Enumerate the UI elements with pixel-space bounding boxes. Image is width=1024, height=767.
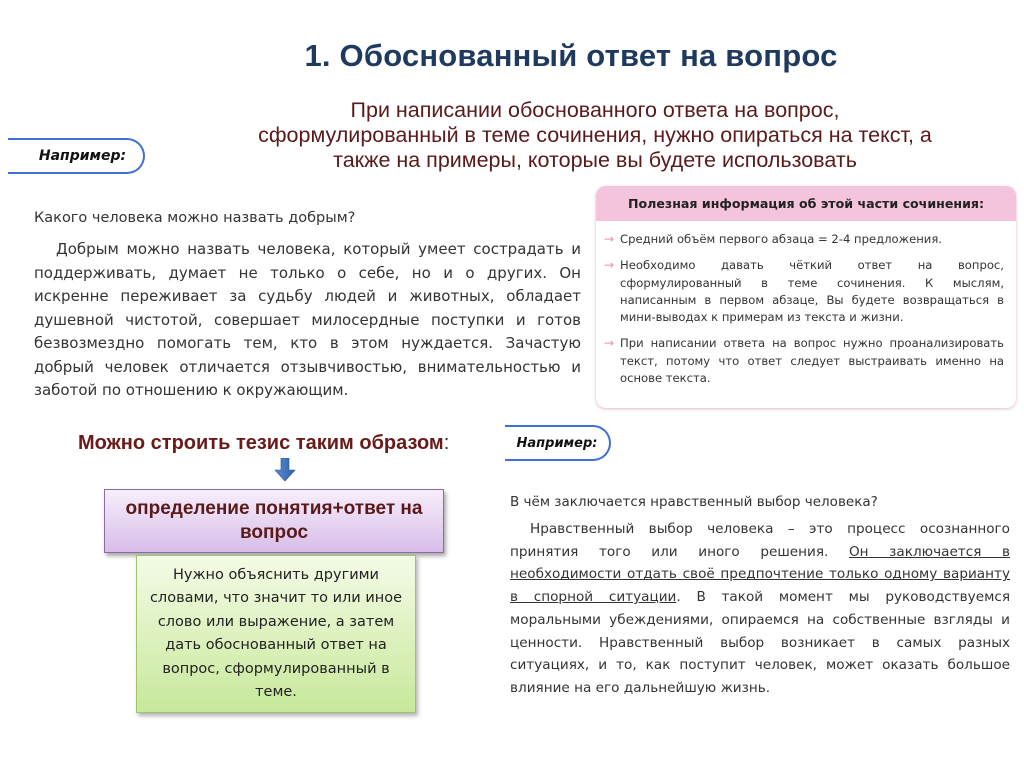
- example-badge: [8, 138, 145, 174]
- thesis-colon: :: [443, 432, 450, 454]
- list-item: [604, 257, 1004, 326]
- slide-subtitle: При написании обоснованного ответа на вопрос, сформулированный в теме сочинения, нужно опираться на текст, а также на примеры, которые вы будете использовать: [258, 98, 932, 172]
- thesis-heading-text: Можно строить тезис таким образом: [78, 432, 444, 454]
- example-badge-label: Например:: [516, 435, 598, 451]
- thesis-formula-box: [104, 489, 444, 553]
- list-item-text: Необходимо давать чёткий ответ на вопрос, сформулированный в теме сочинения. К мыслям, написанным в первом абзаце, Вы будете возвращаться в мини-выводах к примерам из текста и жизни.: [620, 258, 1004, 325]
- useful-info-box: [596, 186, 1016, 408]
- arrow-down-icon: [274, 458, 296, 482]
- example-badge: [505, 425, 611, 461]
- arrow-right-icon: →: [604, 336, 615, 351]
- thesis-heading: [78, 432, 449, 455]
- answer-underlined-text: Он заключается в необходимости отдать своё предпочтение только одному варианту в спорной ситуации: [510, 543, 1011, 606]
- useful-info-header: Полезная информация об этой части сочинения:: [596, 186, 1016, 221]
- example-question: Какого человека можно назвать добрым?: [34, 210, 356, 226]
- arrow-right-icon: →: [604, 258, 615, 273]
- example-badge-label: Например:: [38, 148, 127, 164]
- list-item: [604, 335, 1004, 387]
- list-item-text: При написании ответа на вопрос нужно проанализировать текст, потому что ответ следует выстраивать именно на основе текста.: [620, 336, 1004, 386]
- useful-info-list: [596, 221, 1016, 387]
- thesis-explanation-text: Нужно объяснить другими словами, что значит то или иное слово или выражение, а затем дать обоснованный ответ на вопрос, сформулированный в теме.: [149, 566, 403, 700]
- example-answer: [510, 518, 1010, 700]
- arrow-right-icon: →: [604, 232, 615, 246]
- thesis-formula-text: определение понятия+ответ на вопрос: [125, 498, 423, 543]
- list-item-text: Средний объём первого абзаца = 2-4 предложения.: [620, 232, 942, 246]
- slide-title: 1. Обоснованный ответ на вопрос: [304, 38, 838, 73]
- thesis-explanation-box: [136, 555, 416, 713]
- example-question: В чём заключается нравственный выбор человека?: [510, 494, 878, 510]
- example-answer: Добрым можно назвать человека, который умеет сострадать и поддерживать, думает не только о себе, но и о других. Он искренне переживает за судьбу людей и животных, обладает душевной чистотой, совершает милосердные поступки и готов безвозмездно помогать тем, кто в этом нуждается. Зачастую добрый человек отличается отзывчивостью, внимательностью и заботой по отношению к окружающим.: [34, 240, 581, 399]
- answer-text: . В такой момент мы руководствуемся моральными убеждениями, опираемся на собственные взгляды и ценности. Нравственный выбор возникает в самых разных ситуациях, и то, как поступит человек, может оказать большое влияние на его дальнейшую жизнь.: [510, 589, 1010, 696]
- answer-text: Нравственный выбор человека – это процесс осознанного принятия того или иного решения.: [510, 521, 1010, 560]
- list-item: [604, 231, 1004, 248]
